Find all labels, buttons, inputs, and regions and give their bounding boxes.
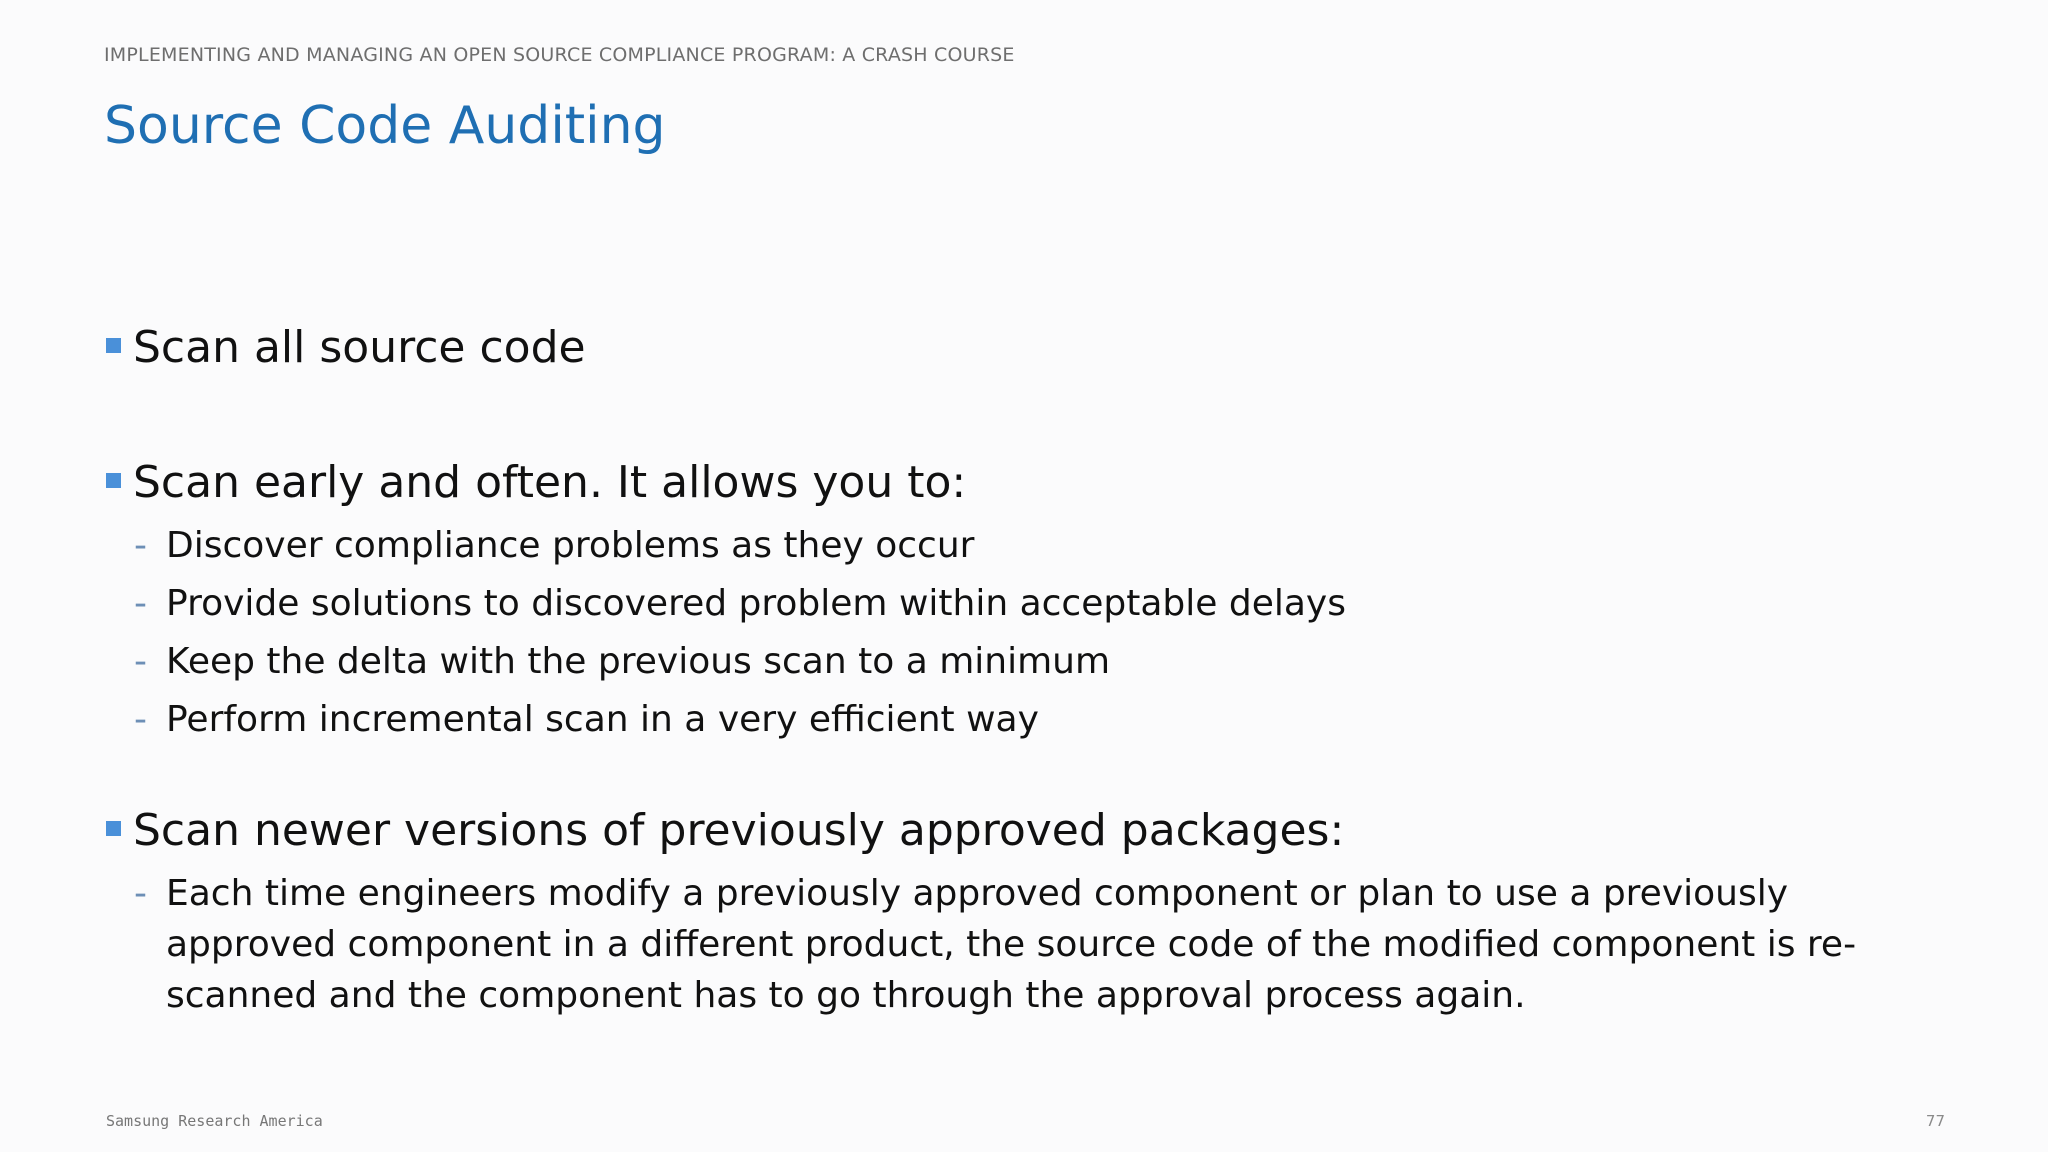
square-bullet-icon	[106, 338, 121, 353]
square-bullet-icon	[106, 821, 121, 836]
bullet-item	[106, 801, 1986, 861]
sub-item-text: Perform incremental scan in a very efficient way	[166, 699, 1039, 740]
page-title: Source Code Auditing	[104, 96, 666, 156]
dash-icon: -	[134, 583, 147, 624]
spacer	[106, 745, 1986, 801]
sub-item-text: Discover compliance problems as they occur	[166, 525, 975, 566]
bullet-text: Scan early and often. It allows you to:	[133, 457, 967, 508]
bullet-item	[106, 453, 1986, 513]
sub-item-text: Each time engineers modify a previously approved component or plan to use a previously approved component in a different product, the source code of the modified component is re-scanned and the component has to go through the approval process again.	[166, 873, 1857, 1016]
square-bullet-icon	[106, 473, 121, 488]
page-number: 77	[1925, 1112, 1945, 1130]
sub-item-text: Provide solutions to discovered problem within acceptable delays	[166, 583, 1346, 624]
bullet-text: Scan all source code	[133, 322, 586, 373]
footer-company: Samsung Research America	[106, 1112, 323, 1130]
bullet-item	[106, 318, 1986, 378]
sub-item	[134, 578, 1986, 629]
sub-item	[134, 694, 1986, 745]
sub-item-text: Keep the delta with the previous scan to a minimum	[166, 641, 1111, 682]
slide-content	[106, 318, 1986, 1021]
slide-header: IMPLEMENTING AND MANAGING AN OPEN SOURCE COMPLIANCE PROGRAM: A CRASH COURSE	[104, 44, 1015, 66]
dash-icon: -	[134, 525, 147, 566]
sub-item	[134, 868, 1986, 1021]
dash-icon: -	[134, 699, 147, 740]
sub-item	[134, 520, 1986, 571]
sub-item	[134, 636, 1986, 687]
sub-list	[134, 520, 1986, 745]
spacer	[106, 378, 1986, 453]
bullet-text: Scan newer versions of previously approved packages:	[133, 805, 1345, 856]
dash-icon: -	[134, 873, 147, 914]
dash-icon: -	[134, 641, 147, 682]
sub-list	[134, 868, 1986, 1021]
